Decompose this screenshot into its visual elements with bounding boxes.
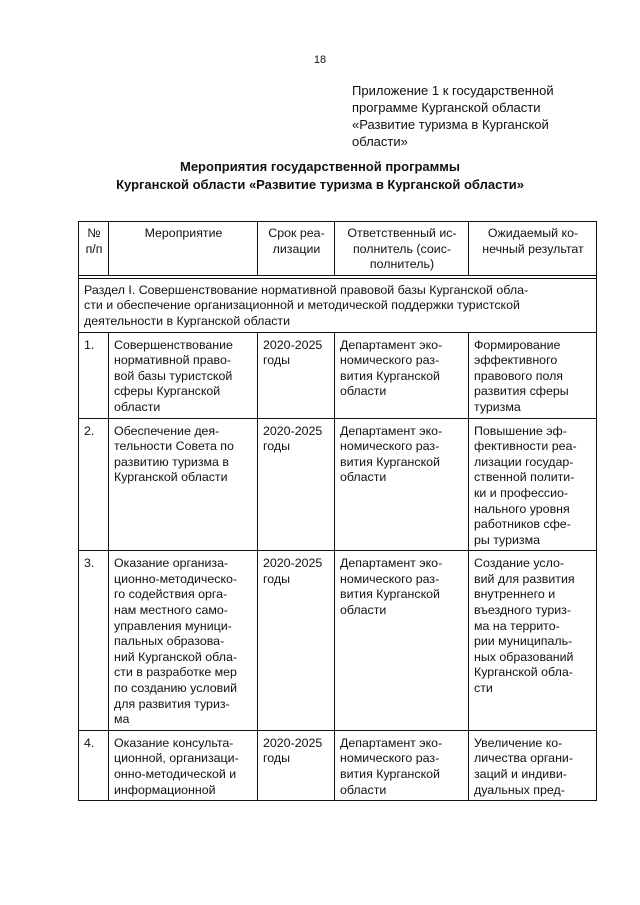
appendix-line: Приложение 1 к государственной bbox=[352, 83, 554, 98]
text-line: фективности реа- bbox=[474, 439, 577, 454]
header-number bbox=[79, 222, 109, 276]
header-cell-lines bbox=[474, 226, 592, 257]
text-line: информационной bbox=[114, 782, 216, 797]
text-line: Курганской обла- bbox=[474, 665, 573, 680]
text-line: Ожидаемый ко- bbox=[487, 226, 579, 240]
text-line: сти bbox=[474, 681, 493, 696]
text-line: личества органи- bbox=[474, 751, 573, 766]
text-line: номического раз- bbox=[340, 571, 440, 586]
text-line: правового поля bbox=[474, 368, 564, 383]
text-line: ма bbox=[114, 712, 130, 727]
text-line: Совершенствование bbox=[114, 337, 233, 352]
text-line: номического раз- bbox=[340, 439, 440, 454]
cell-measure-lines bbox=[114, 424, 253, 486]
cell-term bbox=[258, 418, 335, 551]
header-cell-lines bbox=[340, 226, 464, 273]
text-line: нечный результат bbox=[482, 241, 584, 256]
cell-number: 2. bbox=[79, 418, 109, 551]
cell-measure bbox=[109, 418, 258, 551]
text-line: Курганской области bbox=[114, 470, 228, 485]
text-line: Оказание организа- bbox=[114, 556, 229, 571]
header-executor bbox=[335, 222, 469, 276]
text-line: области bbox=[340, 384, 387, 399]
header-cell-lines bbox=[263, 226, 330, 257]
text-line: полнитель (соис- bbox=[352, 241, 452, 256]
cell-result bbox=[469, 730, 597, 800]
text-line: вий для развития bbox=[474, 571, 575, 586]
text-line: онно-методической и bbox=[114, 767, 237, 781]
text-line: вой базы туристской bbox=[114, 368, 233, 383]
cell-term-lines bbox=[263, 338, 330, 369]
text-line: Ответственный ис- bbox=[347, 226, 457, 240]
document-title-line: Курганской области «Развитие туризма в Курганской области» bbox=[116, 177, 524, 192]
table-section-row bbox=[79, 278, 597, 332]
text-line: Срок реа- bbox=[268, 226, 325, 240]
text-line: заций и индиви- bbox=[474, 767, 567, 781]
text-line: для развития туриз- bbox=[114, 696, 230, 711]
text-line: ционно-методическо- bbox=[114, 571, 238, 586]
appendix-line: «Развитие туризма в Курганской bbox=[352, 117, 549, 132]
cell-executor-lines bbox=[340, 338, 464, 400]
document-title-line: Мероприятия государственной программы bbox=[180, 159, 460, 174]
text-line: вития Курганской bbox=[340, 454, 440, 469]
text-line: 2020-2025 bbox=[263, 735, 323, 750]
cell-result bbox=[469, 418, 597, 551]
text-line: го содействия орга- bbox=[114, 587, 228, 602]
cell-result-lines bbox=[474, 338, 592, 416]
text-line: № bbox=[87, 226, 101, 240]
cell-term-lines bbox=[263, 424, 330, 455]
text-line: номического раз- bbox=[340, 751, 440, 766]
text-line: ры туризма bbox=[474, 532, 541, 547]
text-line: рии муниципаль- bbox=[474, 634, 573, 649]
cell-term bbox=[258, 730, 335, 800]
section-title-cell bbox=[79, 278, 597, 332]
cell-term bbox=[258, 551, 335, 731]
text-line: лизации bbox=[272, 241, 321, 256]
cell-executor bbox=[335, 730, 469, 800]
text-line: нормативной право- bbox=[114, 353, 231, 368]
table-row bbox=[79, 551, 597, 731]
cell-measure-lines bbox=[114, 338, 253, 416]
text-line: въездного туриз- bbox=[474, 603, 571, 618]
text-line: эффективного bbox=[474, 353, 558, 368]
text-line: сти и обеспечение организационной и методической поддержки туристской bbox=[84, 298, 520, 313]
cell-term-lines bbox=[263, 556, 330, 587]
text-line: ственной полити- bbox=[474, 470, 575, 485]
cell-executor-lines bbox=[340, 424, 464, 486]
appendix-line: области» bbox=[352, 134, 408, 149]
text-line: работников сфе- bbox=[474, 517, 571, 532]
text-line: туризма bbox=[474, 399, 521, 414]
cell-result-lines bbox=[474, 424, 592, 549]
text-line: годы bbox=[263, 751, 291, 766]
header-result bbox=[469, 222, 597, 276]
text-line: годы bbox=[263, 439, 291, 454]
measures-table bbox=[78, 221, 597, 801]
cell-executor bbox=[335, 418, 469, 551]
cell-result-lines bbox=[474, 556, 592, 696]
header-cell-lines bbox=[84, 226, 104, 257]
text-line: управления муници- bbox=[114, 618, 232, 633]
cell-executor bbox=[335, 332, 469, 418]
text-line: Обеспечение дея- bbox=[114, 423, 220, 438]
text-line: Департамент эко- bbox=[340, 735, 443, 750]
text-line: Департамент эко- bbox=[340, 337, 443, 352]
cell-measure bbox=[109, 551, 258, 731]
text-line: полнитель) bbox=[369, 257, 435, 272]
text-line: номического раз- bbox=[340, 353, 440, 368]
appendix-note bbox=[352, 82, 602, 150]
cell-result bbox=[469, 551, 597, 731]
cell-executor-lines bbox=[340, 556, 464, 618]
text-line: области bbox=[340, 603, 387, 618]
text-line: Оказание консульта- bbox=[114, 735, 234, 750]
text-line: внутреннего и bbox=[474, 587, 556, 602]
cell-number: 1. bbox=[79, 332, 109, 418]
text-line: нам местного само- bbox=[114, 603, 228, 618]
text-line: развитию туризма в bbox=[114, 454, 229, 469]
text-line: ний Курганской обла- bbox=[114, 649, 237, 664]
text-line: ных образований bbox=[474, 649, 574, 664]
cell-measure-lines bbox=[114, 736, 253, 798]
text-line: ционной, организаци- bbox=[114, 751, 239, 766]
text-line: Департамент эко- bbox=[340, 423, 443, 438]
text-line: лизации государ- bbox=[474, 454, 574, 469]
text-line: по созданию условий bbox=[114, 681, 238, 696]
cell-executor-lines bbox=[340, 736, 464, 798]
section-title-lines bbox=[84, 283, 592, 330]
table-header-row bbox=[79, 222, 597, 276]
text-line: ма на террито- bbox=[474, 618, 560, 633]
cell-number: 4. bbox=[79, 730, 109, 800]
text-line: 2020-2025 bbox=[263, 423, 323, 438]
text-line: вития Курганской bbox=[340, 767, 440, 781]
text-line: годы bbox=[263, 571, 291, 586]
header-term bbox=[258, 222, 335, 276]
text-line: пальных образова- bbox=[114, 634, 225, 649]
text-line: п/п bbox=[85, 241, 103, 256]
cell-term-lines bbox=[263, 736, 330, 767]
text-line: 2020-2025 bbox=[263, 556, 323, 571]
text-line: развития сферы bbox=[474, 384, 569, 399]
text-line: ки и профессио- bbox=[474, 485, 569, 500]
text-line: 2020-2025 bbox=[263, 337, 323, 352]
text-line: Раздел I. Совершенствование нормативной правовой базы Курганской обла- bbox=[84, 282, 529, 297]
cell-measure bbox=[109, 730, 258, 800]
header-cell-lines bbox=[114, 226, 253, 242]
cell-measure bbox=[109, 332, 258, 418]
text-line: Увеличение ко- bbox=[474, 735, 563, 750]
text-line: области bbox=[114, 399, 161, 414]
text-line: нального уровня bbox=[474, 501, 570, 516]
table-row bbox=[79, 730, 597, 800]
text-line: тельности Совета по bbox=[114, 439, 234, 454]
text-line: Департамент эко- bbox=[340, 556, 443, 571]
text-line: сферы Курганской bbox=[114, 384, 221, 399]
table-row bbox=[79, 418, 597, 551]
text-line: Формирование bbox=[474, 337, 561, 352]
text-line: сти в разработке мер bbox=[114, 665, 237, 680]
document-title bbox=[0, 158, 640, 194]
text-line: Повышение эф- bbox=[474, 423, 567, 438]
text-line: Мероприятие bbox=[144, 226, 223, 240]
text-line: области bbox=[340, 470, 387, 485]
text-line: деятельности в Курганской области bbox=[84, 313, 291, 328]
cell-executor bbox=[335, 551, 469, 731]
text-line: вития Курганской bbox=[340, 587, 440, 602]
page-number: 18 bbox=[313, 54, 327, 66]
cell-term bbox=[258, 332, 335, 418]
cell-measure-lines bbox=[114, 556, 253, 728]
appendix-line: программе Курганской области bbox=[352, 100, 541, 115]
cell-result bbox=[469, 332, 597, 418]
cell-result-lines bbox=[474, 736, 592, 798]
table-row bbox=[79, 332, 597, 418]
text-line: области bbox=[340, 782, 387, 797]
text-line: вития Курганской bbox=[340, 368, 440, 383]
text-line: Создание усло- bbox=[474, 556, 564, 571]
text-line: дуальных пред- bbox=[474, 782, 565, 797]
cell-number: 3. bbox=[79, 551, 109, 731]
text-line: годы bbox=[263, 353, 291, 368]
header-measure bbox=[109, 222, 258, 276]
